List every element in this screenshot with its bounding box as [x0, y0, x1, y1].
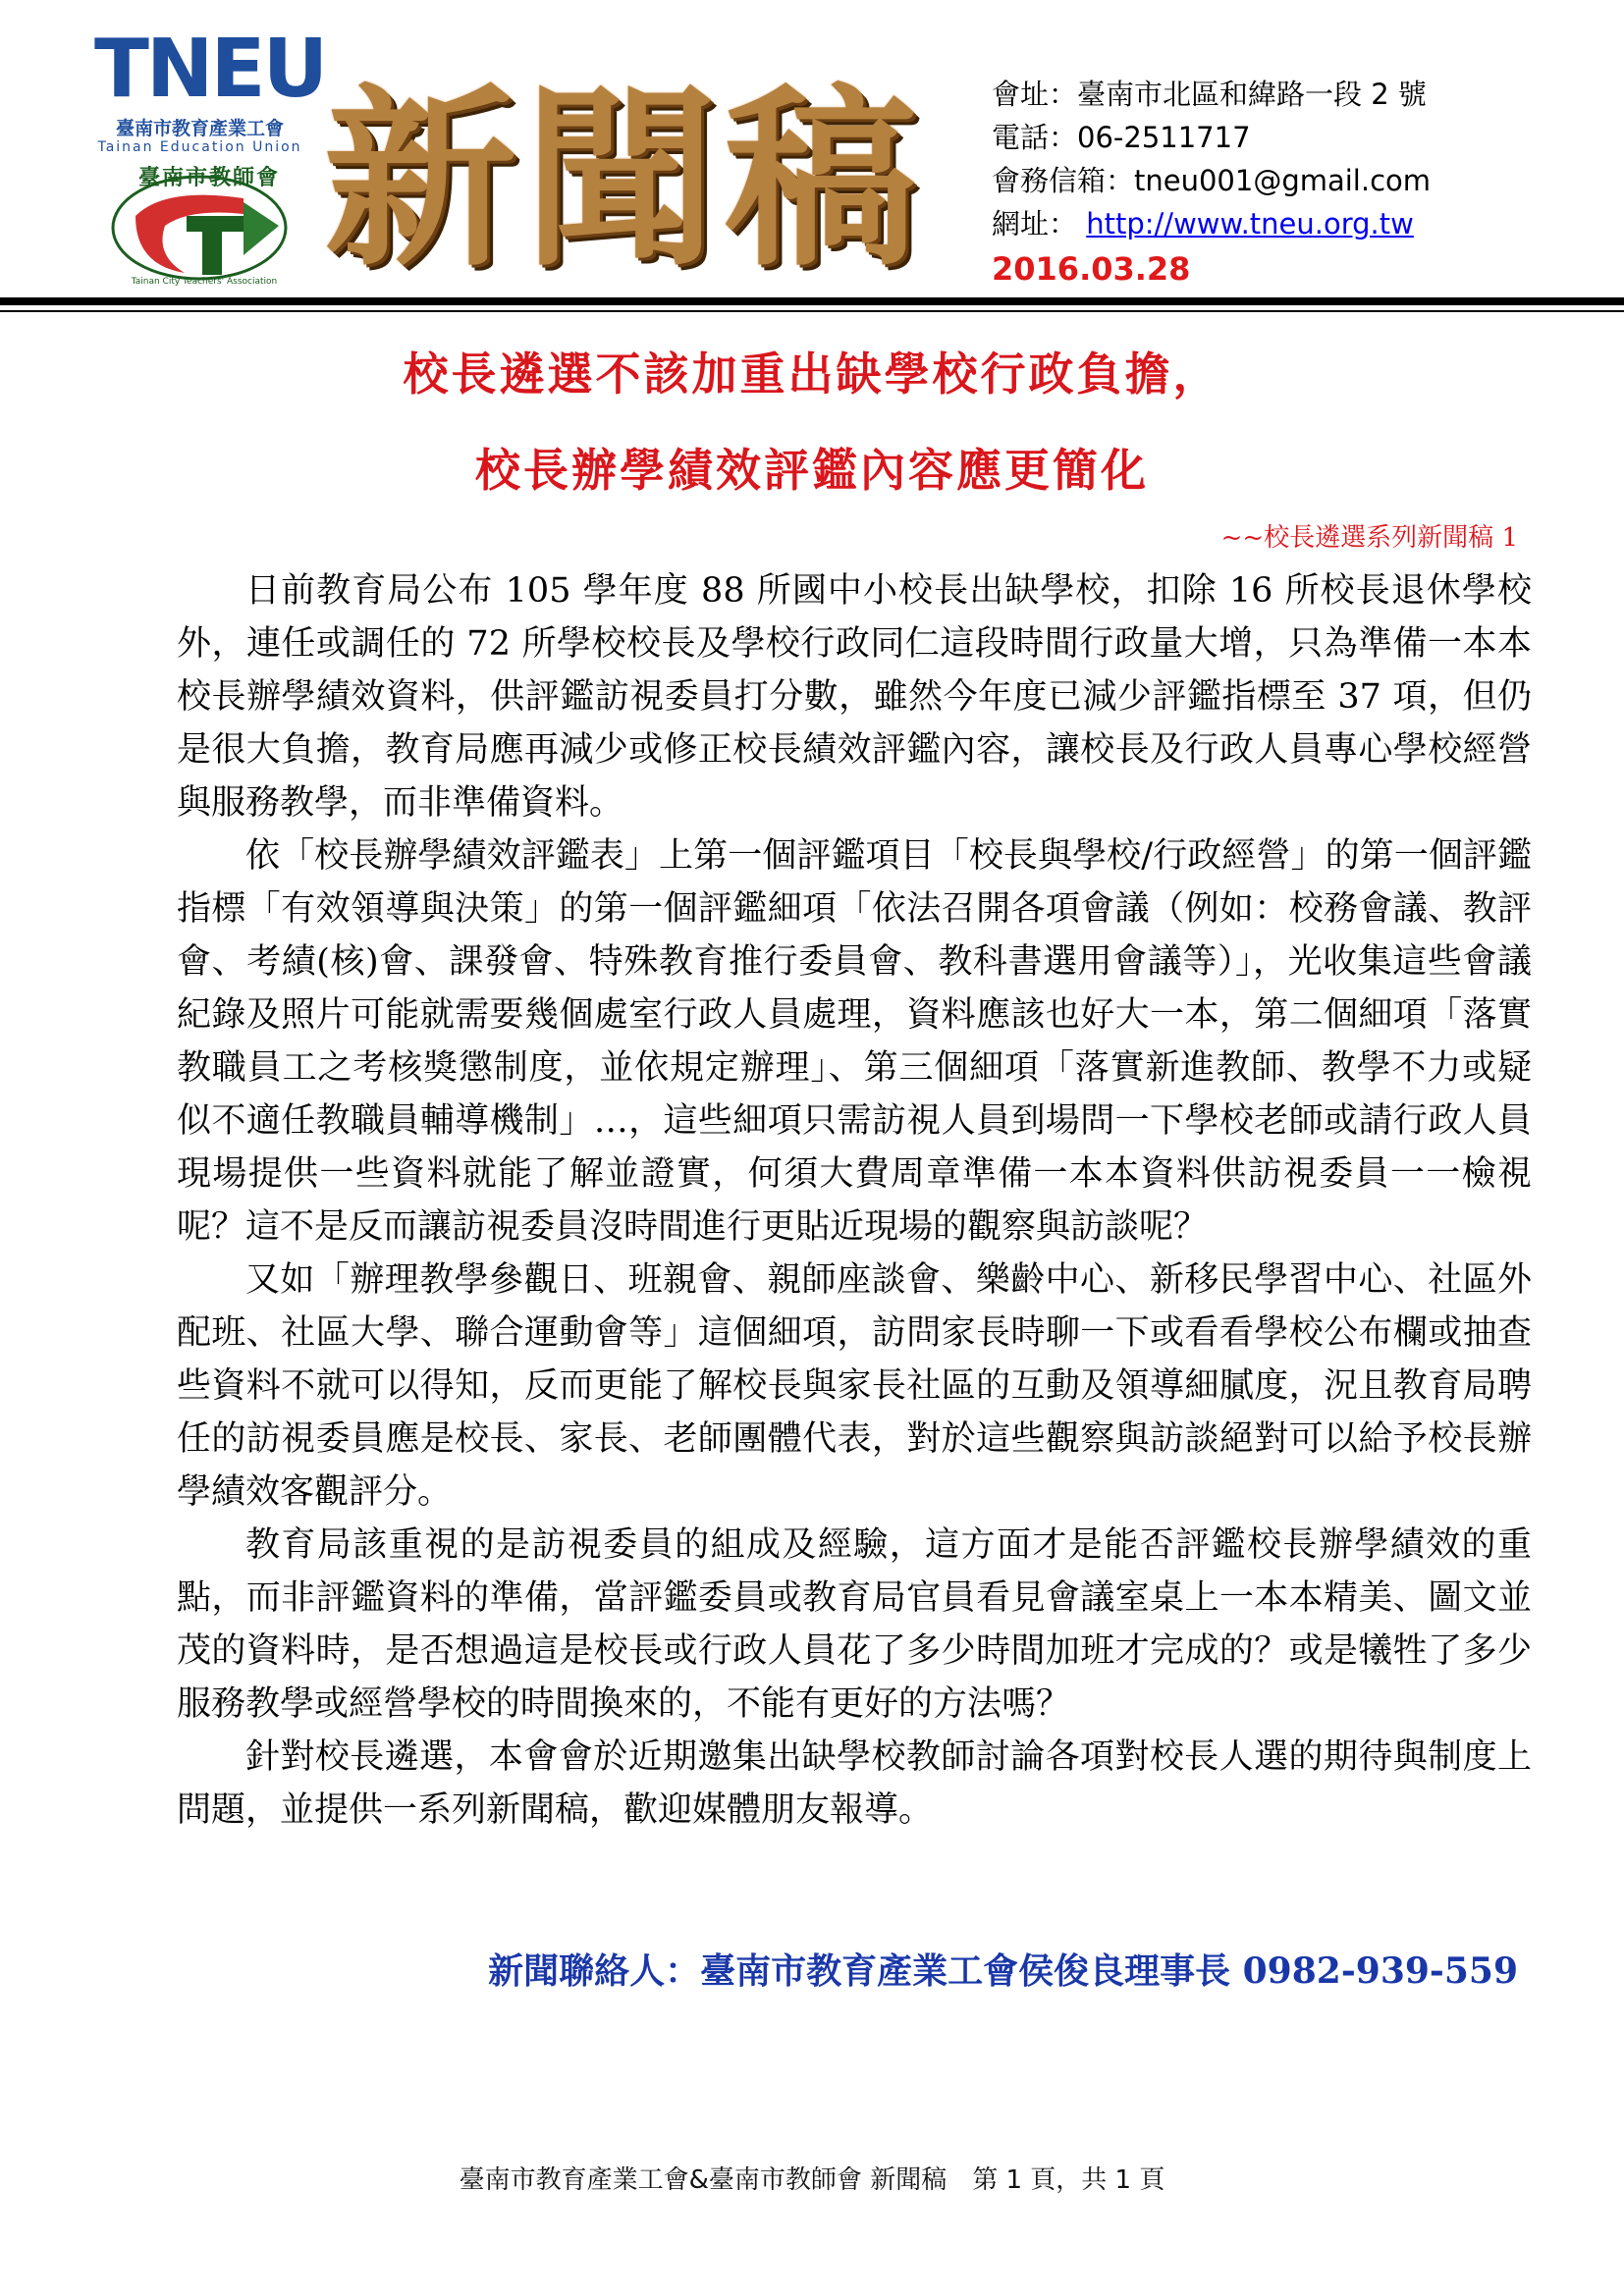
- tneu-wordmark: TNEU: [94, 23, 326, 116]
- paragraph: 針對校長遴選，本會會於近期邀集出缺學校教師討論各項對校長人選的期待與制度上問題，並提供一系列新聞稿，歡迎媒體朋友報導。: [177, 1737, 1532, 1830]
- contact-website: [992, 202, 1620, 245]
- paragraph: 依「校長辦學績效評鑑表」上第一個評鑑項目「校長與學校/行政經營」的第一個評鑑指標「有效領導與決策」的第一個評鑑細項「依法召開各項會議（例如：校務會議、教評會、考績(核)會、課發會、特殊教育推行委員會、教科書選用會議等）」，光收集這些會議紀錄及照片可能就需要幾個處室行政人員處理，資料應該也好大一本，第二個細項「落實教職員工之考核獎懲制度，並依規定辦理」、第三個細項「落實新進教師、教學不力或疑似不適任教職員輔導機制」…，這些細項只需訪視人員到場問一下學校老師或請行政人員現場提供一些資料就能了解並證實，何須大費周章準備一本本資料供訪視委員一一檢視呢？這不是反而讓訪視委員沒時間進行更貼近現場的觀察與訪談呢？: [177, 836, 1532, 1247]
- header-divider-thin: [0, 310, 1624, 312]
- page-footer: 臺南市教育產業工會&臺南市教師會 新聞稿 第 1 頁，共 1 頁: [459, 2165, 1165, 2195]
- contact-block: [992, 73, 1620, 245]
- tneu-logo: [94, 23, 326, 157]
- tta-name-cn: 臺南市教師會: [137, 165, 280, 190]
- website-label: 網址：: [992, 207, 1078, 240]
- tneu-name-en: Tainan Education Union: [97, 139, 302, 155]
- masthead-title: 新聞稿: [324, 67, 926, 293]
- contact-address: 會址：臺南市北區和緯路一段 2 號: [992, 78, 1427, 111]
- tta-name-en: Tainan City Teachers' Association: [131, 277, 278, 287]
- press-contact: 新聞聯絡人：臺南市教育產業工會侯俊良理事長 0982-939-559: [488, 1950, 1518, 1992]
- header-divider-thick: [0, 297, 1624, 305]
- paragraph: 又如「辦理教學參觀日、班親會、親師座談會、樂齡中心、新移民學習中心、社區外配班、社區大學、聯合運動會等」這個細項，訪問家長時聊一下或看看學校公布欄或抽查些資料不就可以得知，反而更能了解校長與家長社區的互動及領導細膩度，況且教育局聘任的訪視委員應是校長、家長、老師團體代表，對於這些觀察與訪談絕對可以給予校長辦學績效客觀評分。: [177, 1260, 1532, 1512]
- headline-line-1: 校長遴選不該加重出缺學校行政負擔，: [403, 347, 1221, 400]
- contact-phone: 電話：06-2511717: [992, 121, 1251, 154]
- article-body: [177, 564, 1532, 1837]
- contact-email: 會務信箱：tneu001@gmail.com: [992, 164, 1432, 197]
- series-label: ~~校長遴選系列新聞稿 1: [1220, 523, 1518, 553]
- website-link[interactable]: http://www.tneu.org.tw: [1086, 207, 1414, 240]
- release-date: 2016.03.28: [992, 250, 1191, 288]
- paragraph: 日前教育局公布 105 學年度 88 所國中小校長出缺學校，扣除 16 所校長退休學校外，連任或調任的 72 所學校校長及學校行政同仁這段時間行政量大增，只為準備一本本校長辦學績效資料，供評鑑訪視委員打分數，雖然今年度已減少評鑑指標至 37 項，但仍是很大負擔，教育局應再減少或修正校長績效評鑑內容，讓校長及行政人員專心學校經營與服務教學，而非準備資料。: [177, 571, 1532, 823]
- tneu-name-cn: 臺南市教育產業工會: [115, 118, 284, 139]
- headline-line-2: 校長辦學績效評鑑內容應更簡化: [475, 444, 1149, 497]
- paragraph: 教育局該重視的是訪視委員的組成及經驗，這方面才是能否評鑑校長辦學績效的重點，而非評鑑資料的準備，當評鑑委員或教育局官員看見會議室桌上一本本精美、圖文並茂的資料時，是否想過這是校長或行政人員花了多少時間加班才完成的？或是犧牲了多少服務教學或經營學校的時間換來的，不能有更好的方法嗎？: [177, 1525, 1532, 1724]
- tta-logo: [96, 157, 302, 294]
